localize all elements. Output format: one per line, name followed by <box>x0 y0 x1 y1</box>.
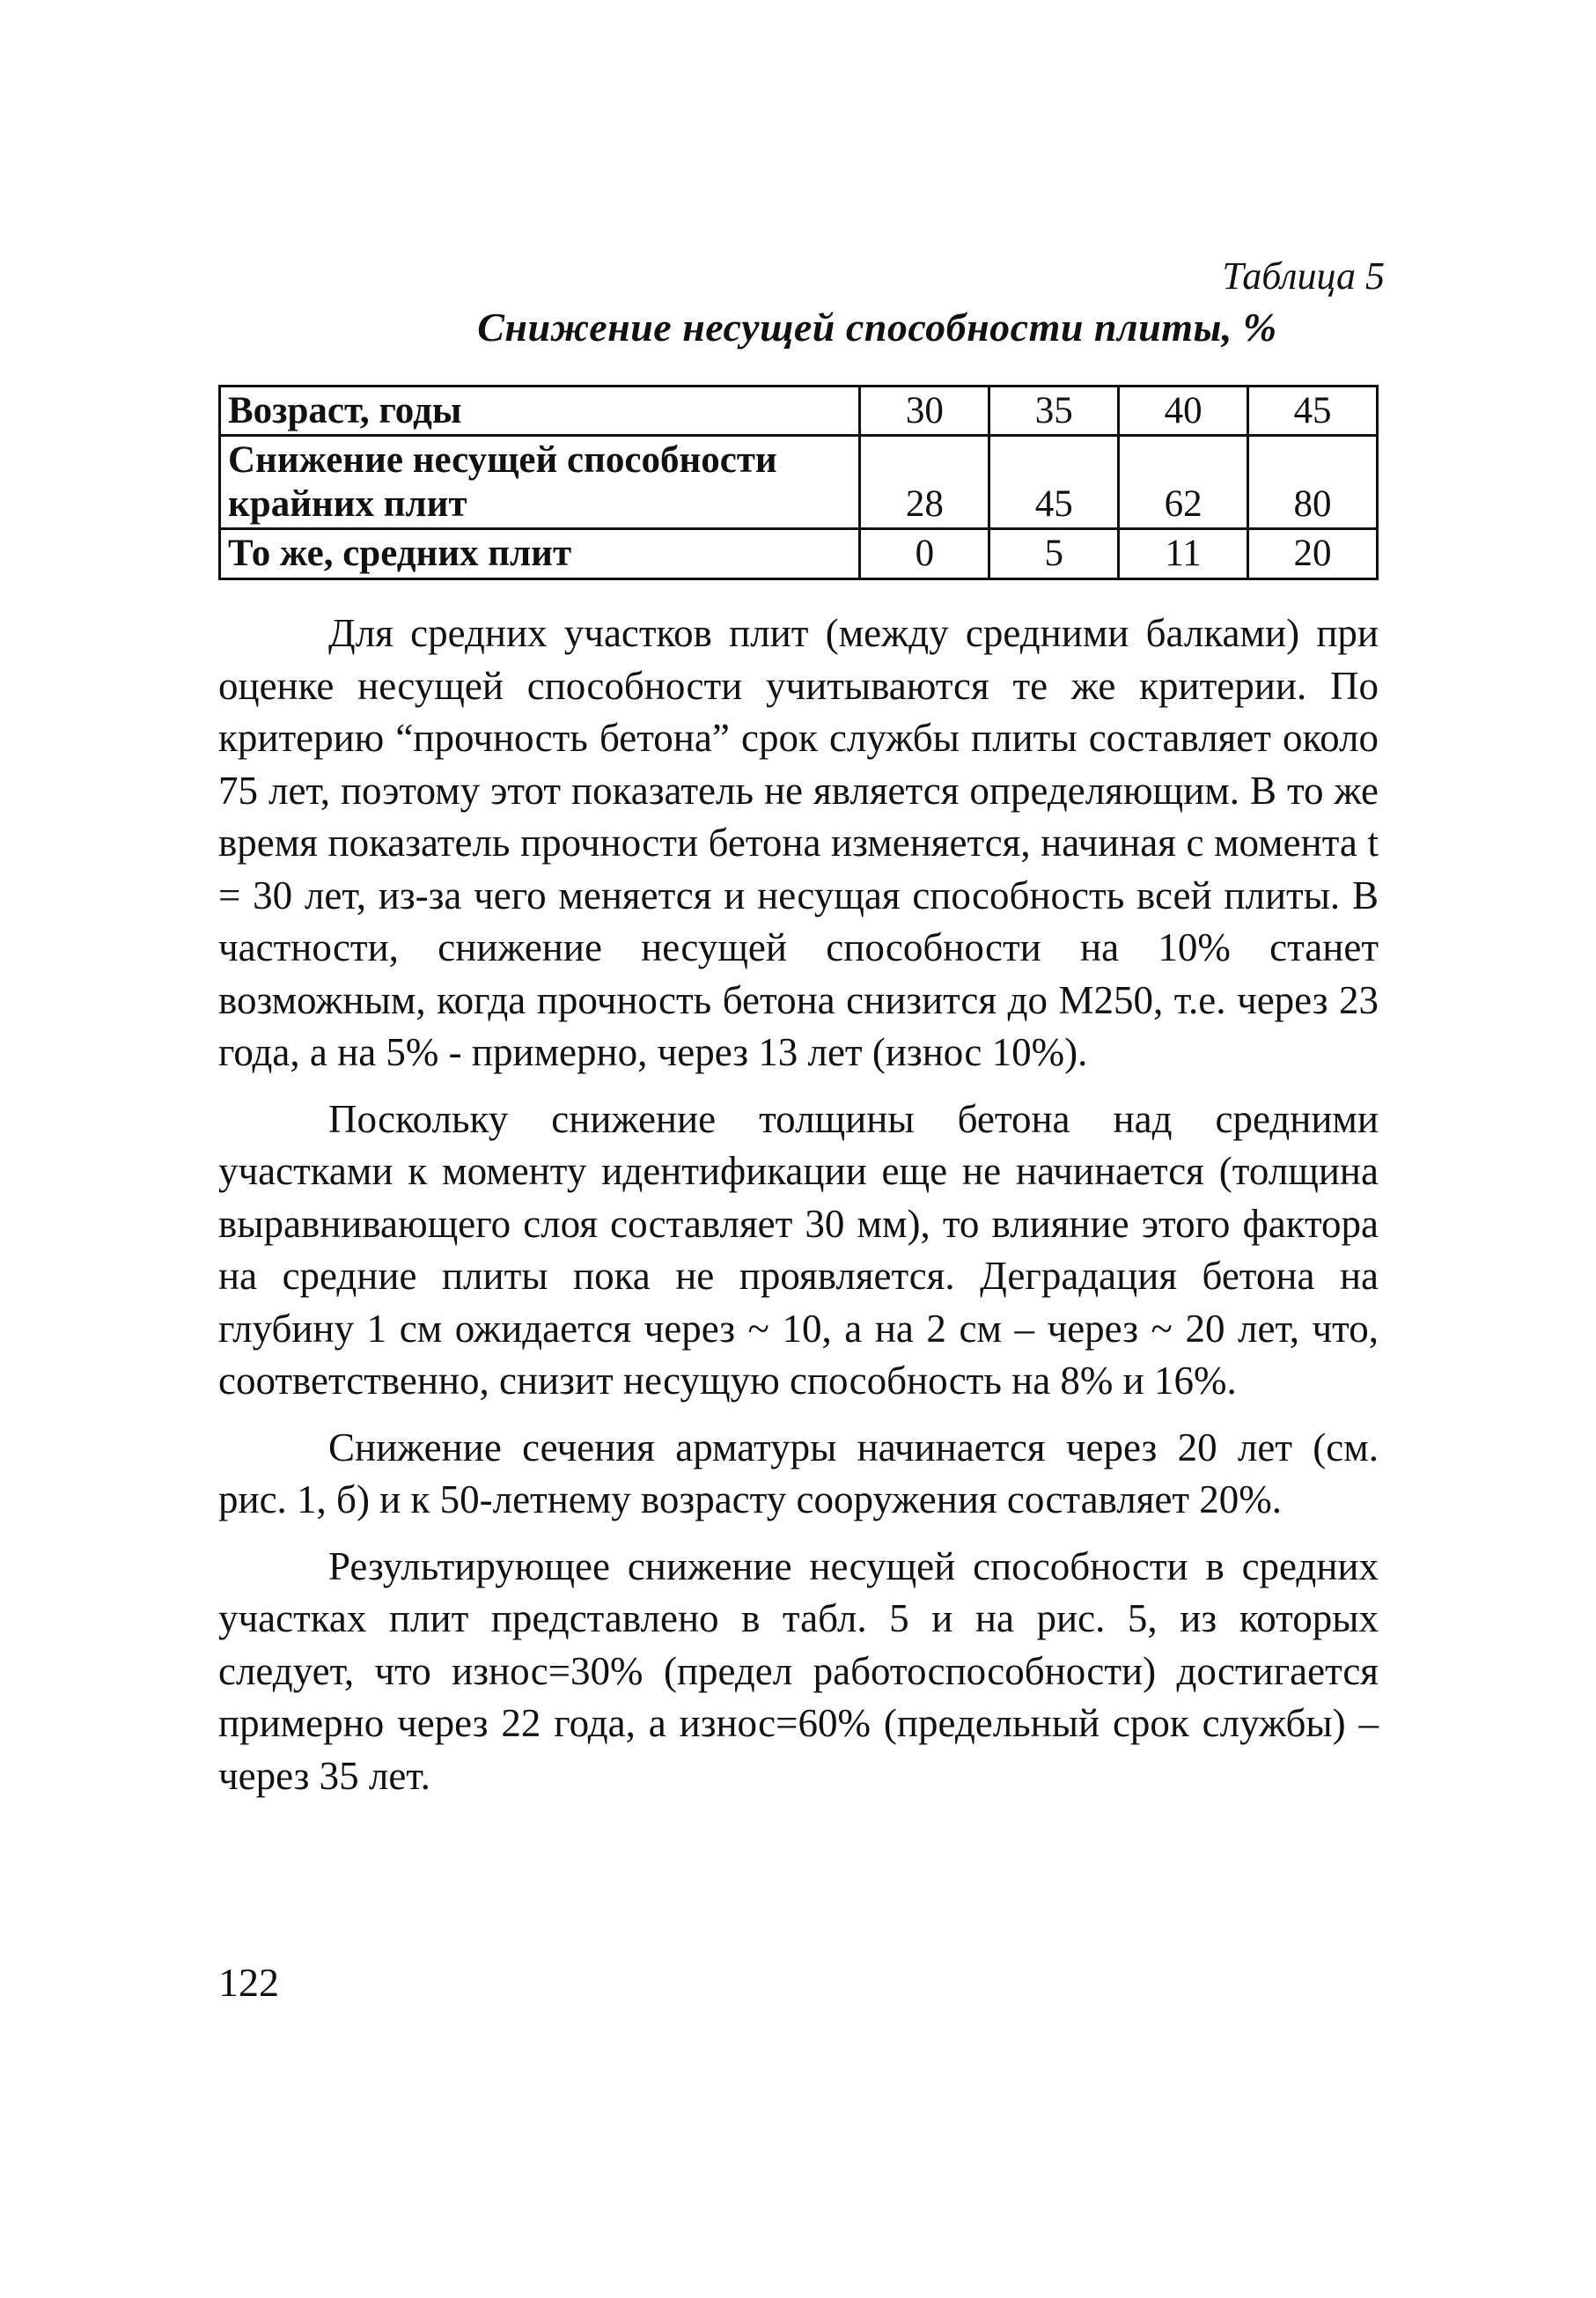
table-cell: 11 <box>1119 529 1248 578</box>
table-cell: 40 <box>1119 387 1248 436</box>
row-header-middle-slabs: То же, средних плит <box>220 529 860 578</box>
table-cell: 45 <box>1248 387 1378 436</box>
page-number: 122 <box>218 1960 279 2005</box>
table-row <box>220 436 1378 529</box>
table-cell: 28 <box>860 436 989 529</box>
table-cell: 35 <box>989 387 1119 436</box>
table-cell: 0 <box>860 529 989 578</box>
row-header-age: Возраст, годы <box>220 387 860 436</box>
row-header-edge-slabs: Снижение несущей способности крайних плит <box>220 436 860 529</box>
paragraph: Для средних участков плит (между средними балками) при оценке несущей способности учитываются те же критерии. По критерию “прочность бетона” срок службы плиты составляет около 75 лет, поэтому этот показатель не является определяющим. В то же время показатель прочности бетона изменяется, начиная с момента t = 30 лет, из-за чего меняется и несущая способность всей плиты. В частности, снижение несущей способности на 10% станет возможным, когда прочность бетона снизится до М250, т.е. через 23 года, а на 5% - примерно, через 13 лет (износ 10%). <box>218 611 1379 1074</box>
table-cell: 62 <box>1119 436 1248 529</box>
table-cell: 20 <box>1248 529 1378 578</box>
table-row <box>220 529 1378 578</box>
table-cell: 80 <box>1248 436 1378 529</box>
paragraph: Результирующее снижение несущей способности в средних участках плит представлено в табл. 5 и на рис. 5, из которых следует, что износ=30% (предел работоспособности) достигается примерно через 22 года, а износ=60% (предельный срок службы) – через 35 лет. <box>218 1543 1379 1798</box>
paragraph: Поскольку снижение толщины бетона над средними участками к моменту идентификации еще не начинается (толщина выравнивающего слоя составляет 30 мм), то влияние этого фактора на средние плиты пока не проявляется. Деградация бетона на глубину 1 см ожидается через ~ 10, а на 2 см – через ~ 20 лет, что, соответственно, снизит несущую способность на 8% и 16%. <box>218 1096 1379 1403</box>
table-row <box>220 387 1378 436</box>
body-text <box>218 608 1379 1816</box>
paragraph: Снижение сечения арматуры начинается через 20 лет (см. рис. 1, б) и к 50-летнему возрасту сооружения составляет 20%. <box>218 1425 1379 1521</box>
table-title-text: Снижение несущей способности плиты, % <box>477 305 1277 350</box>
table-cell: 30 <box>860 387 989 436</box>
table-label: Таблица 5 <box>1222 254 1385 298</box>
table-cell: 5 <box>989 529 1119 578</box>
data-table <box>218 385 1379 580</box>
table-cell: 45 <box>989 436 1119 529</box>
table-title <box>0 304 1596 350</box>
